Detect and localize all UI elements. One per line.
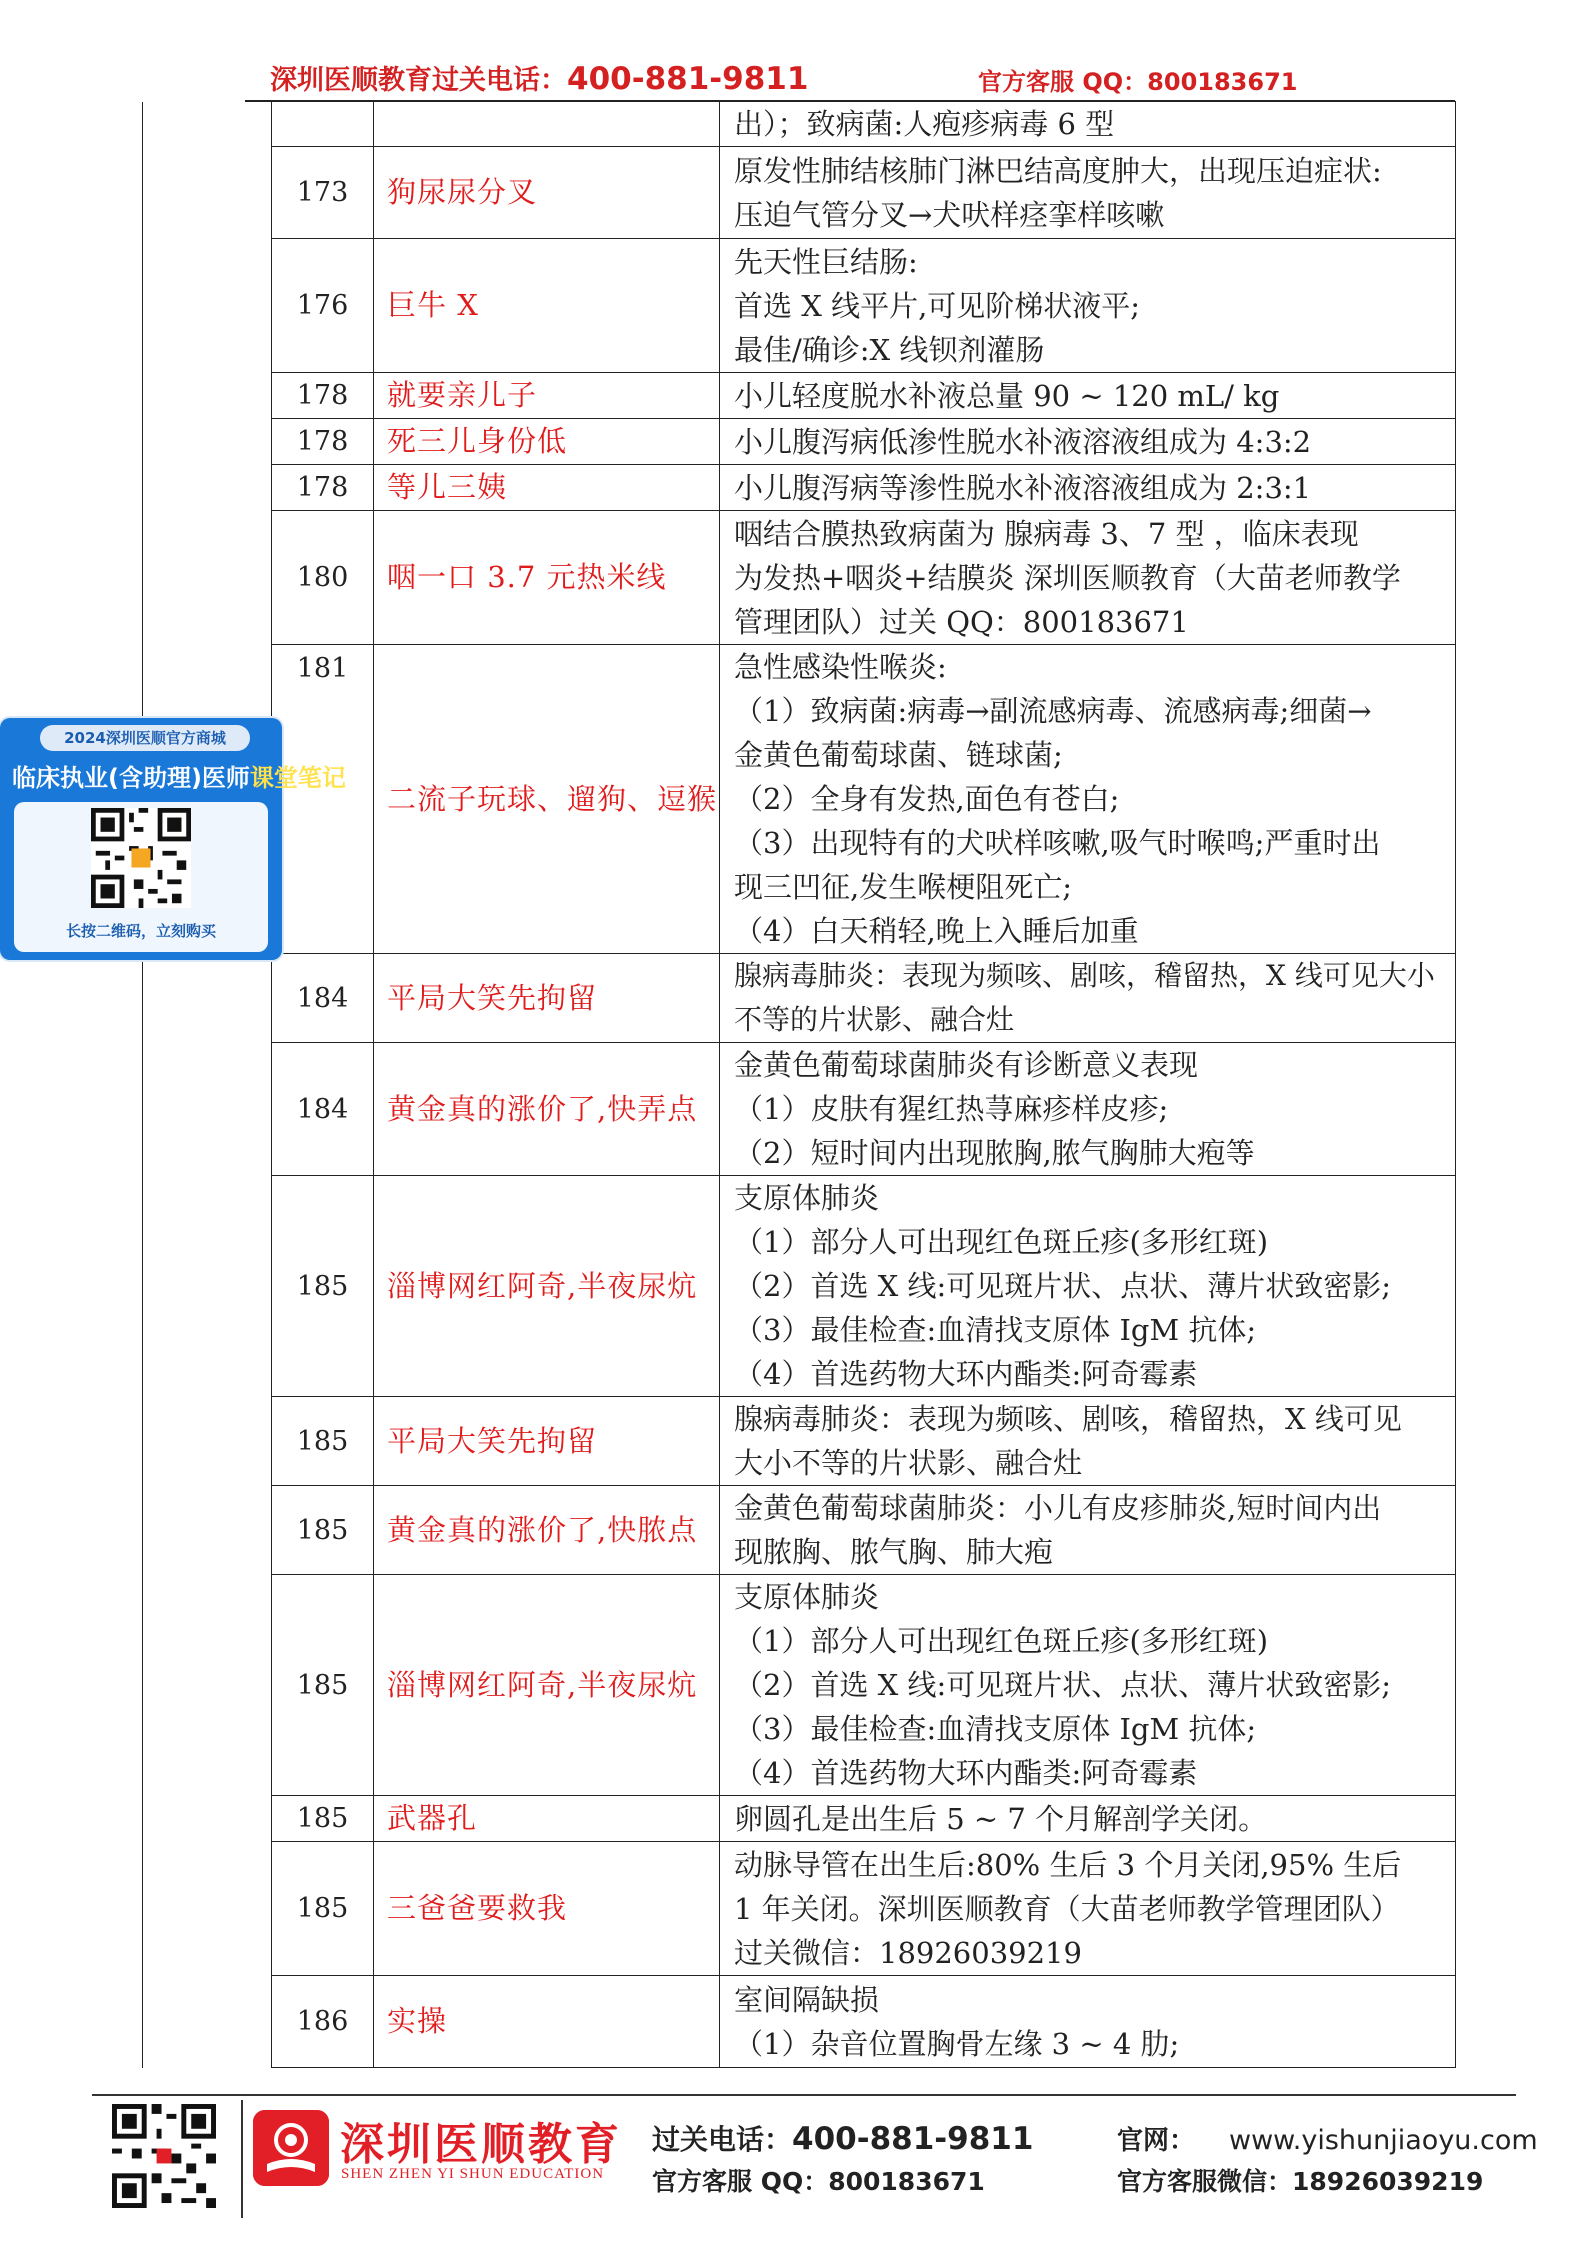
explanation-cell — [720, 1976, 1456, 2068]
margin-cell — [143, 1575, 272, 1796]
explanation-line: 金黄色葡萄球菌、链球菌; — [734, 738, 1063, 772]
promo-ribbon: 2024深圳医顺官方商城 — [40, 725, 250, 751]
mnemonic-cell: 死三儿身份低 — [374, 419, 720, 465]
page-number-cell: 185 — [272, 1397, 374, 1486]
mnemonic-cell: 等儿三姨 — [374, 465, 720, 511]
table-row — [143, 645, 1456, 954]
page-number-cell: 184 — [272, 954, 374, 1043]
margin-cell — [143, 1796, 272, 1842]
explanation-cell — [720, 373, 1456, 419]
explanation-line: 1 年关闭。深圳医顺教育（大苗老师教学管理团队） — [734, 1891, 1400, 1926]
notes-table — [142, 101, 1456, 2068]
explanation-line: 先天性巨结肠: — [734, 244, 918, 279]
table-row — [143, 511, 1456, 645]
explanation-line: （4）首选药物大环内酯类:阿奇霉素 — [734, 1756, 1198, 1790]
explanation-line: 大小不等的片状影、融合灶 — [734, 1446, 1083, 1480]
page-header — [0, 58, 1587, 104]
explanation-line: 卵圆孔是出生后 5 ~ 7 个月解剖学关闭。 — [734, 1801, 1268, 1836]
promo-qr-code-icon[interactable] — [91, 808, 191, 908]
mnemonic-cell: 武器孔 — [374, 1796, 720, 1842]
margin-cell — [143, 511, 272, 645]
explanation-line: 急性感染性喉炎: — [734, 650, 947, 684]
brand-name-english: SHEN ZHEN YI SHUN EDUCATION — [341, 2166, 605, 2182]
explanation-line: （3）最佳检查:血清找支原体 IgM 抗体; — [734, 1313, 1257, 1347]
mnemonic-cell: 就要亲儿子 — [374, 373, 720, 419]
table-row — [143, 465, 1456, 511]
page-number-cell: 185 — [272, 1176, 374, 1397]
margin-cell — [143, 1043, 272, 1176]
mnemonic-cell: 咽一口 3.7 元热米线 — [374, 511, 720, 645]
footer-website-link[interactable]: www.yishunjiaoyu.com — [1229, 2125, 1538, 2156]
explanation-cell — [720, 1176, 1456, 1397]
page-number-cell: 178 — [272, 419, 374, 465]
table-row — [143, 1976, 1456, 2068]
notes-table-body — [143, 102, 1456, 2068]
explanation-line: 动脉导管在出生后:80% 生后 3 个月关闭,95% 生后 — [734, 1847, 1402, 1882]
margin-cell — [143, 419, 272, 465]
table-row — [143, 1486, 1456, 1575]
explanation-line: （2）首选 X 线:可见斑片状、点状、薄片状致密影; — [734, 1269, 1392, 1303]
margin-cell — [143, 1976, 272, 2068]
header-hotline-number[interactable]: 400-881-9811 — [567, 61, 809, 97]
mnemonic-cell: 实操 — [374, 1976, 720, 2068]
table-row — [143, 1176, 1456, 1397]
explanation-line: 首选 X 线平片,可见阶梯状液平; — [734, 288, 1141, 323]
explanation-cell — [720, 511, 1456, 645]
mnemonic-cell: 狗尿尿分叉 — [374, 147, 720, 239]
explanation-line: 最佳/确诊:X 线钡剂灌肠 — [734, 332, 1045, 367]
table-row — [143, 373, 1456, 419]
explanation-line: 金黄色葡萄球菌肺炎：小儿有皮疹肺炎,短时间内出 — [734, 1491, 1382, 1525]
explanation-line: 支原体肺炎 — [734, 1580, 880, 1614]
brand-logo-icon — [253, 2110, 329, 2186]
explanation-line: （2）首选 X 线:可见斑片状、点状、薄片状致密影; — [734, 1668, 1392, 1702]
mnemonic-cell: 黄金真的涨价了,快弄点 — [374, 1043, 720, 1176]
table-row — [143, 419, 1456, 465]
explanation-line: 小儿腹泻病低渗性脱水补液溶液组成为 4:3:2 — [734, 424, 1312, 459]
footer-separator — [241, 2100, 243, 2218]
side-promo-card[interactable] — [0, 718, 346, 960]
explanation-line: （2）短时间内出现脓胸,脓气胸肺大疱等 — [734, 1136, 1255, 1170]
explanation-cell — [720, 1575, 1456, 1796]
mnemonic-cell: 二流子玩球、遛狗、逗猴 — [374, 645, 720, 954]
explanation-line: 小儿腹泻病等渗性脱水补液溶液组成为 2:3:1 — [734, 470, 1312, 505]
explanation-cell — [720, 1397, 1456, 1486]
footer-wechat — [1117, 2162, 1483, 2198]
margin-cell — [143, 239, 272, 373]
margin-cell — [143, 1842, 272, 1976]
table-row — [143, 1043, 1456, 1176]
explanation-line: 现脓胸、脓气胸、肺大疱 — [734, 1535, 1054, 1569]
footer-website-label: 官网： — [1117, 2126, 1196, 2156]
explanation-cell — [720, 102, 1456, 147]
page-number-cell: 186 — [272, 1976, 374, 2068]
explanation-cell — [720, 465, 1456, 511]
margin-cell — [143, 1486, 272, 1575]
promo-title-main: 临床执业(含助理)医师 — [12, 764, 250, 792]
header-hotline-label: 深圳医顺教育过关电话： — [270, 65, 567, 96]
explanation-line: （1）皮肤有猩红热荨麻疹样皮疹; — [734, 1092, 1169, 1126]
mnemonic-cell: 黄金真的涨价了,快脓点 — [374, 1486, 720, 1575]
table-row — [143, 1842, 1456, 1976]
explanation-cell — [720, 239, 1456, 373]
explanation-line: 压迫气管分叉→犬吠样痉挛样咳嗽 — [734, 197, 1165, 232]
page-number-cell: 181 — [272, 645, 374, 954]
explanation-cell — [720, 954, 1456, 1043]
footer-hotline-label: 过关电话： — [652, 2123, 793, 2156]
footer-divider — [92, 2094, 1516, 2096]
explanation-line: 腺病毒肺炎：表现为频咳、剧咳，稽留热，X 线可见 — [734, 1402, 1402, 1436]
explanation-line: （3）最佳检查:血清找支原体 IgM 抗体; — [734, 1712, 1257, 1746]
explanation-line: 管理团队）过关 QQ：800183671 — [734, 604, 1189, 639]
explanation-line: 过关微信：18926039219 — [734, 1935, 1082, 1970]
table-row — [143, 1397, 1456, 1486]
explanation-cell — [720, 1796, 1456, 1842]
explanation-line: （4）首选药物大环内酯类:阿奇霉素 — [734, 1357, 1198, 1391]
page-number-cell: 176 — [272, 239, 374, 373]
page-number-cell: 180 — [272, 511, 374, 645]
page-number-cell — [272, 102, 374, 147]
explanation-cell — [720, 1842, 1456, 1976]
header-qq — [978, 62, 1297, 97]
table-row — [143, 239, 1456, 373]
explanation-line: （1）部分人可出现红色斑丘疹(多形红斑) — [734, 1225, 1269, 1259]
margin-cell — [143, 147, 272, 239]
explanation-line: （1）致病菌:病毒→副流感病毒、流感病毒;细菌→ — [734, 694, 1372, 728]
page-number-cell: 185 — [272, 1575, 374, 1796]
footer-website — [1117, 2120, 1538, 2157]
promo-title-highlight: 课堂笔记 — [249, 764, 346, 792]
margin-cell — [143, 1397, 272, 1486]
explanation-line: （1）部分人可出现红色斑丘疹(多形红斑) — [734, 1624, 1269, 1658]
margin-cell — [143, 1176, 272, 1397]
margin-cell — [143, 102, 272, 147]
mnemonic-cell: 平局大笑先拘留 — [374, 1397, 720, 1486]
page-number-cell: 184 — [272, 1043, 374, 1176]
mnemonic-cell: 淄博网红阿奇,半夜尿炕 — [374, 1575, 720, 1796]
table-row — [143, 1796, 1456, 1842]
footer-qq — [652, 2162, 985, 2198]
footer-hotline — [652, 2118, 1033, 2158]
header-hotline — [270, 58, 808, 97]
footer-qq-number[interactable]: 800183671 — [828, 2167, 985, 2196]
margin-cell — [143, 954, 272, 1043]
mnemonic-cell: 淄博网红阿奇,半夜尿炕 — [374, 1176, 720, 1397]
explanation-line: 室间隔缺损 — [734, 1982, 880, 2017]
mnemonic-cell — [374, 102, 720, 147]
page-number-cell: 185 — [272, 1842, 374, 1976]
page-footer — [0, 2100, 1587, 2230]
table-row — [143, 102, 1456, 147]
explanation-line: 支原体肺炎 — [734, 1181, 880, 1215]
footer-qq-label: 官方客服 QQ： — [652, 2167, 829, 2196]
mnemonic-cell: 三爸爸要救我 — [374, 1842, 720, 1976]
table-row — [143, 1575, 1456, 1796]
footer-wechat-label: 官方客服微信： — [1117, 2167, 1293, 2196]
promo-qr-card — [14, 802, 268, 952]
explanation-line: 小儿轻度脱水补液总量 90 ~ 120 mL/ kg — [734, 378, 1280, 413]
explanation-line: 金黄色葡萄球菌肺炎有诊断意义表现 — [734, 1048, 1199, 1082]
explanation-cell — [720, 419, 1456, 465]
explanation-line: （1）杂音位置胸骨左缘 3 ~ 4 肋; — [734, 2026, 1180, 2061]
explanation-line: 腺病毒肺炎：表现为频咳、剧咳，稽留热，X 线可见大小 — [734, 959, 1435, 992]
page-number-cell: 185 — [272, 1486, 374, 1575]
explanation-line: 不等的片状影、融合灶 — [734, 1003, 1015, 1036]
table-row — [143, 954, 1456, 1043]
header-qq-label: 官方客服 QQ： — [978, 68, 1148, 96]
explanation-line: 现三凹征,发生喉梗阻死亡; — [734, 870, 1072, 904]
explanation-line: （2）全身有发热,面色有苍白; — [734, 782, 1120, 816]
promo-title — [12, 758, 346, 793]
page-number-cell: 178 — [272, 465, 374, 511]
explanation-line: （4）白天稍轻,晚上入睡后加重 — [734, 914, 1139, 948]
promo-caption: 长按二维码，立刻购买 — [65, 922, 216, 940]
margin-cell — [143, 465, 272, 511]
page-number-cell: 173 — [272, 147, 374, 239]
brand-name: 深圳医顺教育 — [340, 2119, 622, 2170]
explanation-line: 为发热+咽炎+结膜炎 深圳医顺教育（大苗老师教学 — [734, 560, 1401, 595]
explanation-cell — [720, 1486, 1456, 1575]
margin-cell — [143, 373, 272, 419]
explanation-line: 原发性肺结核肺门淋巴结高度肿大，出现压迫症状: — [734, 153, 1382, 188]
mnemonic-cell: 巨牛 X — [374, 239, 720, 373]
page-number-cell: 178 — [272, 373, 374, 419]
header-qq-number[interactable]: 800183671 — [1147, 68, 1298, 96]
explanation-cell — [720, 645, 1456, 954]
explanation-line: 咽结合膜热致病菌为 腺病毒 3、7 型 ，临床表现 — [734, 516, 1359, 551]
mnemonic-cell: 平局大笑先拘留 — [374, 954, 720, 1043]
table-row — [143, 147, 1456, 239]
footer-wechat-number[interactable]: 18926039219 — [1292, 2167, 1484, 2196]
explanation-cell — [720, 147, 1456, 239]
footer-qr-code-icon[interactable] — [112, 2104, 216, 2208]
footer-hotline-number[interactable]: 400-881-9811 — [792, 2121, 1034, 2157]
page-number-cell: 185 — [272, 1796, 374, 1842]
explanation-line: （3）出现特有的犬吠样咳嗽,吸气时喉鸣;严重时出 — [734, 826, 1381, 860]
explanation-line: 出）；致病菌:人疱疹病毒 6 型 — [734, 107, 1115, 141]
explanation-cell — [720, 1043, 1456, 1176]
